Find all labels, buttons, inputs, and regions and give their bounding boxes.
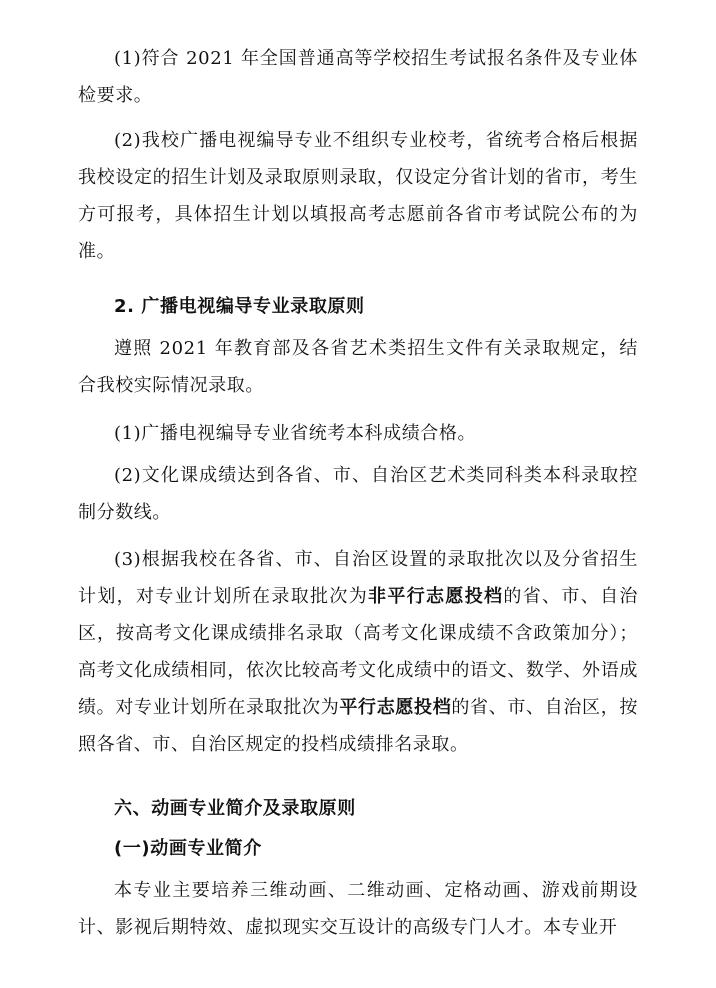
paragraph-no-school-exam: (2)我校广播电视编导专业不组织专业校考，省统考合格后根据我校设定的招生计划及录取原则录取，仅设定分省计划的省市，考生方可报考，具体招生计划以填报高考志愿前各省市考试院公布的为准。 <box>78 130 638 262</box>
batch-rules-text-2: 的省、市、自治区，按高考文化课成绩排名录取（高考文化课成绩不含政策加分）；高考文化成绩相同，依次比较高考文化成绩中的语文、数学、外语成绩。对专业计划所在录取批次为 <box>78 586 639 718</box>
batch-rules-text-1: (3)根据我校在各省、市、自治区设置的录取批次以及分省招生计划，对专业计划所在录取批次为 <box>78 549 638 607</box>
paragraph-admission-batch-rules <box>78 541 638 763</box>
heading-broadcast-admission-principles: 2. 广播电视编导专业录取原则 <box>114 296 365 317</box>
paragraph-admission-regulations: 遵照 2021 年教育部及各省艺术类招生文件有关录取规定，结合我校实际情况录取。 <box>78 338 638 396</box>
paragraph-animation-description: 本专业主要培养三维动画、二维动画、定格动画、游戏前期设计、影视后期特效、虚拟现实交互设计的高级专门人才。本专业开 <box>78 880 638 938</box>
paragraph-exam-requirements: (1)符合 2021 年全国普通高等学校招生考试报名条件及专业体检要求。 <box>78 48 638 106</box>
emphasis-non-parallel: 非平行志愿投档 <box>368 586 504 607</box>
heading-animation-section: 六、动画专业简介及录取原则 <box>114 798 356 819</box>
paragraph-cultural-score-line: (2)文化课成绩达到各省、市、自治区艺术类同科类本科录取控制分数线。 <box>78 465 638 523</box>
emphasis-parallel: 平行志愿投档 <box>339 697 452 718</box>
heading-animation-intro: (一)动画专业简介 <box>114 838 262 859</box>
batch-rules-text-3: 的省、市、自治区，按照各省、市、自治区规定的投档成绩排名录取。 <box>78 697 638 755</box>
paragraph-provincial-exam-pass: (1)广播电视编导专业省统考本科成绩合格。 <box>114 423 477 444</box>
